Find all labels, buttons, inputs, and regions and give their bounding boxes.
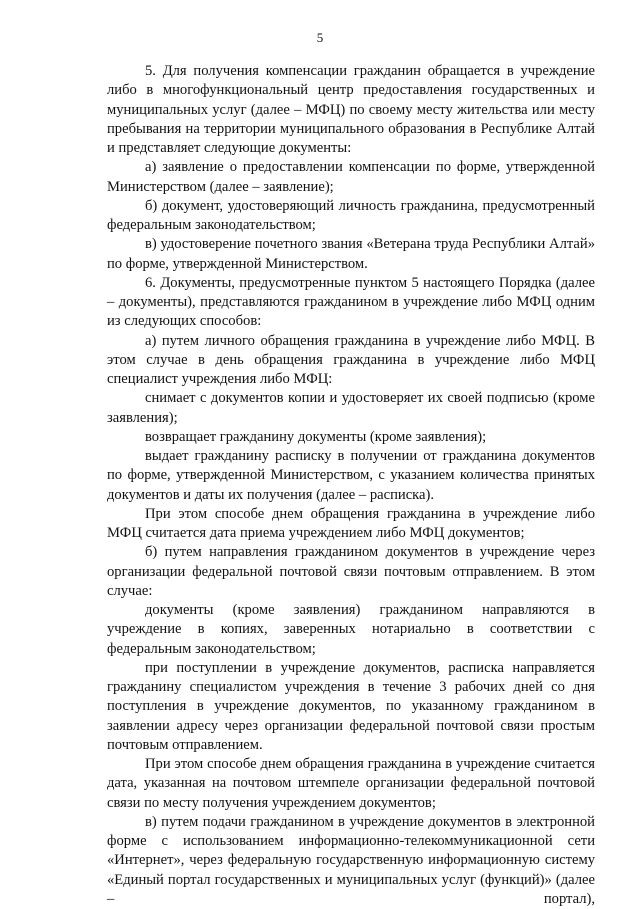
paragraph-6: 6. Документы, предусмотренные пунктом 5 настоящего Порядка (далее – документы), представляются гражданином в учреждение либо МФЦ одним из следующих способов: [107,274,595,330]
paragraph-6-a-return: возвращает гражданину документы (кроме заявления); [145,428,487,445]
document-body [107,62,595,909]
paragraph-6-b-date: При этом способе днем обращения гражданина в учреждение считается дата, указанная на почтовом штемпеле организации федеральной почтовой связи по месту получения учреждением документов; [107,756,595,811]
paragraph-6-a-date: При этом способе днем обращения гражданина в учреждение либо МФЦ считается дата приема учреждением либо МФЦ документов; [107,505,595,541]
paragraph-6-a: а) путем личного обращения гражданина в учреждение либо МФЦ. В этом случае в день обращения гражданина в учреждение либо МФЦ специалист учреждения либо МФЦ: [107,332,595,387]
paragraph-6-a-copies: снимает с документов копии и удостоверяет их своей подписью (кроме заявления); [107,390,595,426]
paragraph-6-b: б) путем направления гражданином документов в учреждение через организации федеральной почтовой связи почтовым отправлением. В этом случае: [107,544,595,599]
paragraph-5-b: б) документ, удостоверяющий личность гражданина, предусмотренный федеральным законодательством; [107,197,595,233]
paragraph-5-v: в) удостоверение почетного звания «Ветерана труда Республики Алтай» по форме, утвержденной Министерством. [107,236,595,272]
page-number: 5 [316,30,324,45]
paragraph-6-a-receipt: выдает гражданину расписку в получении от гражданина документов по форме, утвержденной Министерством, с указанием количества принятых документов и даты их получения (далее – расписка). [107,448,595,503]
paragraph-5-a: а) заявление о предоставлении компенсации по форме, утвержденной Министерством (далее – заявление); [107,159,595,195]
paragraph-6-v: в) путем подачи гражданином в учреждение документов в электронной форме с использованием информационно-телекоммуникационной сети «Интернет», через федеральную государственную информационную систему «Единый портал государственных и муниципальных услуг (функций)» (далее – портал), [107,813,595,907]
paragraph-6-b-receipt: при поступлении в учреждение документов, расписка направляется гражданину специалистом учреждения в течение 3 рабочих дней со дня поступления в учреждение документов, по указанному гражданином в заявлении адресу через организации федеральной почтовой связи простым почтовым отправлением. [107,659,595,753]
paragraph-6-b-copies: документы (кроме заявления) гражданином направляются в учреждение в копиях, заверенных нотариально в соответствии с федеральным законодательством; [107,602,595,657]
paragraph-5: 5. Для получения компенсации гражданин обращается в учреждение либо в многофункциональный центр предоставления государственных и муниципальных услуг (далее – МФЦ) по своему месту жительства или месту пребывания на территории муниципального образования в Республике Алтай и представляет следующие документы: [107,63,595,156]
